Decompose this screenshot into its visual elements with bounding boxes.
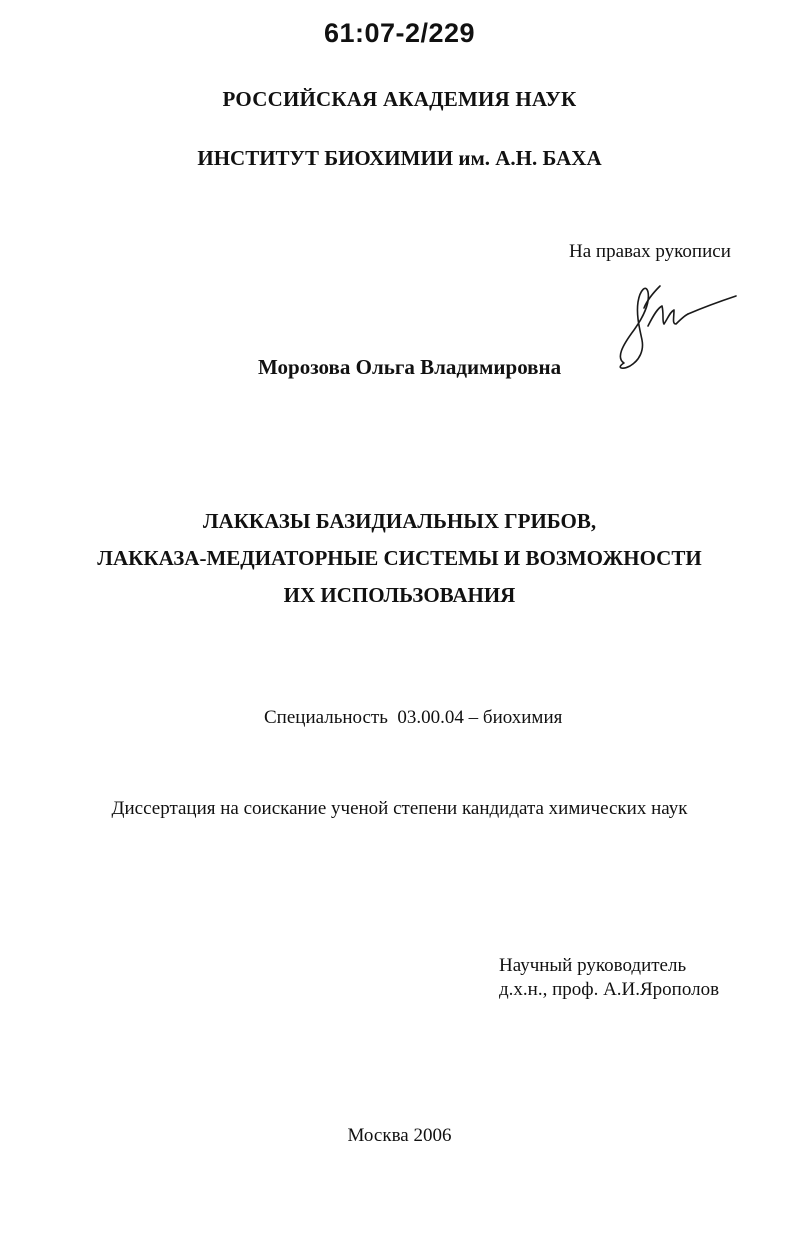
title-line: ИХ ИСПОЛЬЗОВАНИЯ	[283, 583, 516, 607]
supervisor-block	[499, 954, 719, 1002]
title-line: ЛАККАЗЫ БАЗИДИАЛЬНЫХ ГРИБОВ,	[202, 509, 597, 533]
degree-statement: Диссертация на соискание ученой степени кандидата химических наук	[111, 798, 688, 819]
author-name: Морозова Ольга Владимировна	[258, 355, 562, 379]
catalog-number: 61:07-2/229	[323, 18, 476, 48]
title-line: ЛАККАЗА-МЕДИАТОРНЫЕ СИСТЕМЫ И ВОЗМОЖНОСТИ	[97, 546, 702, 570]
specialty: Специальность 03.00.04 – биохимия	[264, 707, 563, 728]
dissertation-title	[0, 503, 799, 614]
organization-name: РОССИЙСКАЯ АКАДЕМИЯ НАУК	[222, 87, 577, 111]
institute-name: ИНСТИТУТ БИОХИМИИ им. А.Н. БАХА	[197, 146, 602, 170]
supervisor-role: Научный руководитель	[499, 955, 687, 976]
city-year: Москва 2006	[347, 1125, 452, 1146]
signature-image	[604, 268, 744, 373]
manuscript-note: На правах рукописи	[569, 241, 731, 262]
supervisor-name: д.х.н., проф. А.И.Ярополов	[499, 979, 720, 1000]
